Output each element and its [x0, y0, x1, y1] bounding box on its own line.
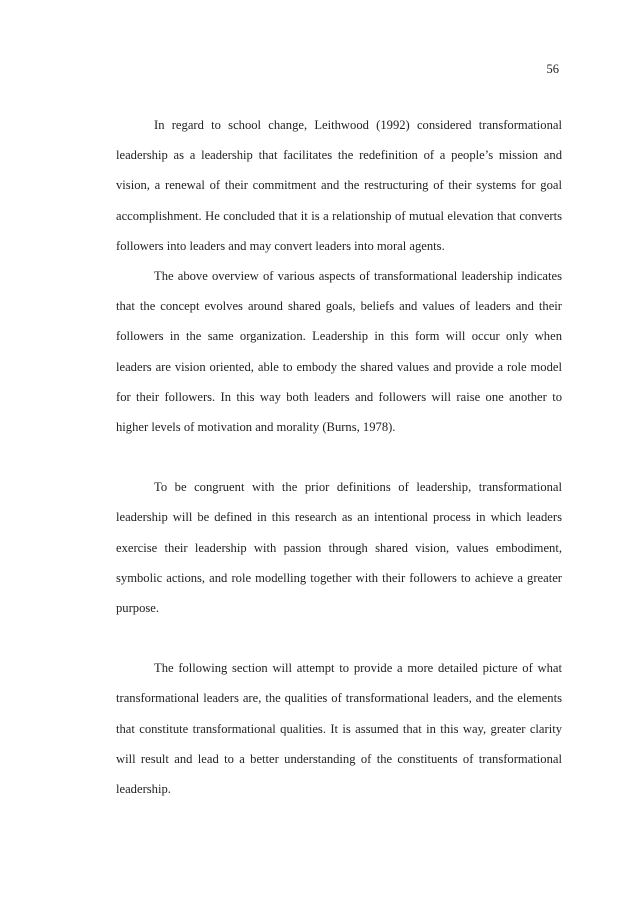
body-text [116, 110, 562, 804]
paragraph-following-section: The following section will attempt to provide a more detailed picture of what transformational leaders are, the qualities of transformational leaders, and the elements that constitute transformational qualities. It is assumed that in this way, greater clarity will result and lead to a better understanding of the constituents of transformational leadership. [116, 661, 562, 797]
paragraph-leithwood: In regard to school change, Leithwood (1992) considered transformational leadership as a leadership that facilitates the redefinition of a people’s mission and vision, a renewal of their commitment and the restructuring of their systems for goal accomplishment. He concluded that it is a relationship of mutual elevation that converts followers into leaders and may convert leaders into moral agents. [116, 118, 562, 253]
paragraph-overview: The above overview of various aspects of transformational leadership indicates that the concept evolves around shared goals, beliefs and values of leaders and their followers in the same organization. Leadership in this form will occur only when leaders are vision oriented, able to embody the shared values and provide a role model for their followers. In this way both leaders and followers will raise one another to higher levels of motivation and morality (Burns, 1978). [116, 269, 562, 435]
page-number: 56 [546, 62, 559, 76]
paragraph-spacer [116, 442, 562, 472]
paragraph-spacer [116, 623, 562, 653]
paragraph-definition: To be congruent with the prior definitions of leadership, transformational leadership will be defined in this research as an intentional process in which leaders exercise their leadership with passion through shared vision, values embodiment, symbolic actions, and role modelling together with their followers to achieve a greater purpose. [116, 480, 562, 616]
